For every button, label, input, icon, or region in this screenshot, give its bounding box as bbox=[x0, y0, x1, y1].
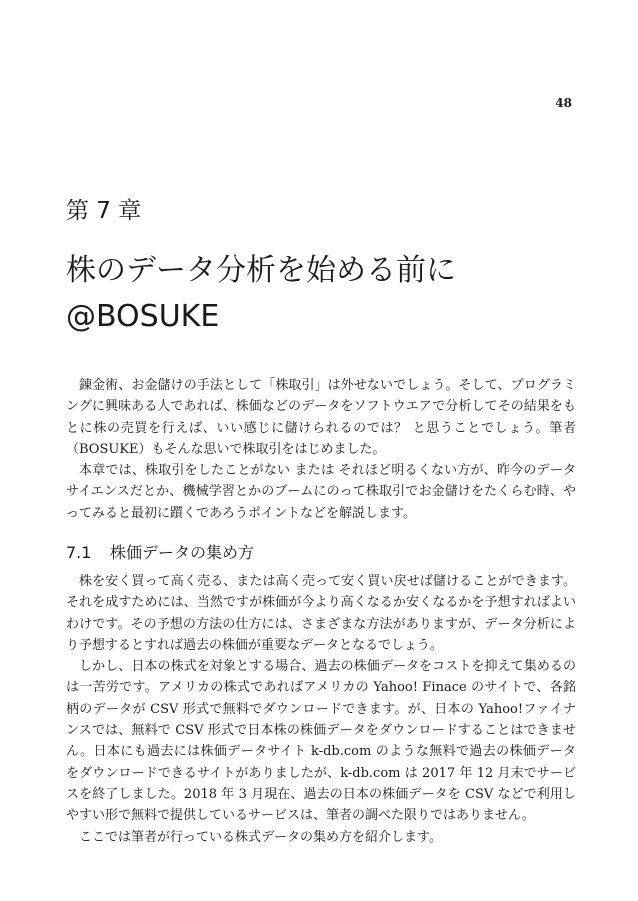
chapter-title bbox=[66, 248, 456, 340]
section-number: 7.1 bbox=[66, 543, 92, 562]
paragraph: しかし、日本の株式を対象とする場合、過去の株価データをコストを抑えて集めるのは一苦労です。アメリカの株式であればアメリカの Yahoo! Finace のサイトで、各銘柄のデータが CSV 形式で無料でダウンロードできます。が、日本の Yahoo!ファイナンスでは、無料で CSV 形式で日本株の株価データをダウンロードすることはできません。日本にも過去には株価データサイト k-db.com のような無料で過去の株価データをダウンロードできるサイトがありましたが、k-db.com は 2017 年 12 月末でサービスを終了しました。2018 年 3 月現在、過去の日本の株価データを CSV などで利用しやすい形で無料で提供しているサービスは、筆者の調べた限りではありません。 bbox=[66, 659, 576, 824]
intro-body bbox=[66, 375, 576, 524]
chapter-label: 第 7 章 bbox=[66, 198, 142, 224]
paragraph: 株を安く買って高く売る、または高く売って安く買い戻せば儲けることができます。それを成すためには、当然ですが株価が今より高くなるか安くなるかを予想すればよいわけです。その予想の方法の仕方には、さまざまな方法がありますが、データ分析により予想するとすれば過去の株価が重要なデータとなるでしょう。 bbox=[66, 574, 576, 653]
page-number: 48 bbox=[555, 96, 572, 110]
chapter-title-line: 株のデータ分析を始める前に bbox=[66, 253, 456, 288]
section-title: 株価データの集め方 bbox=[110, 543, 255, 562]
paragraph: 錬金術、お金儲けの手法として「株取引」は外せないでしょう。そして、プログラミングに興味ある人であれば、株価などのデータをソフトウエアで分析してその結果をもとに株の売買を行えば、いい感じに儲けられるのでは？ と思うことでしょう。筆者（BOSUKE）もそんな思いで株取引をはじめました。 bbox=[66, 378, 576, 457]
section-heading bbox=[66, 540, 254, 563]
chapter-author: @BOSUKE bbox=[66, 299, 220, 334]
paragraph: 本章では、株取引をしたことがない または それほど明るくない方が、昨今のデータサイエンスだとか、機械学習とかのブームにのって株取引でお金儲けをたくらむ時、やってみると最初に躓くであろうポイントなどを解説します。 bbox=[66, 463, 576, 521]
paragraph: ここでは筆者が行っている株式データの集め方を紹介します。 bbox=[79, 829, 442, 845]
section-body bbox=[66, 571, 576, 848]
